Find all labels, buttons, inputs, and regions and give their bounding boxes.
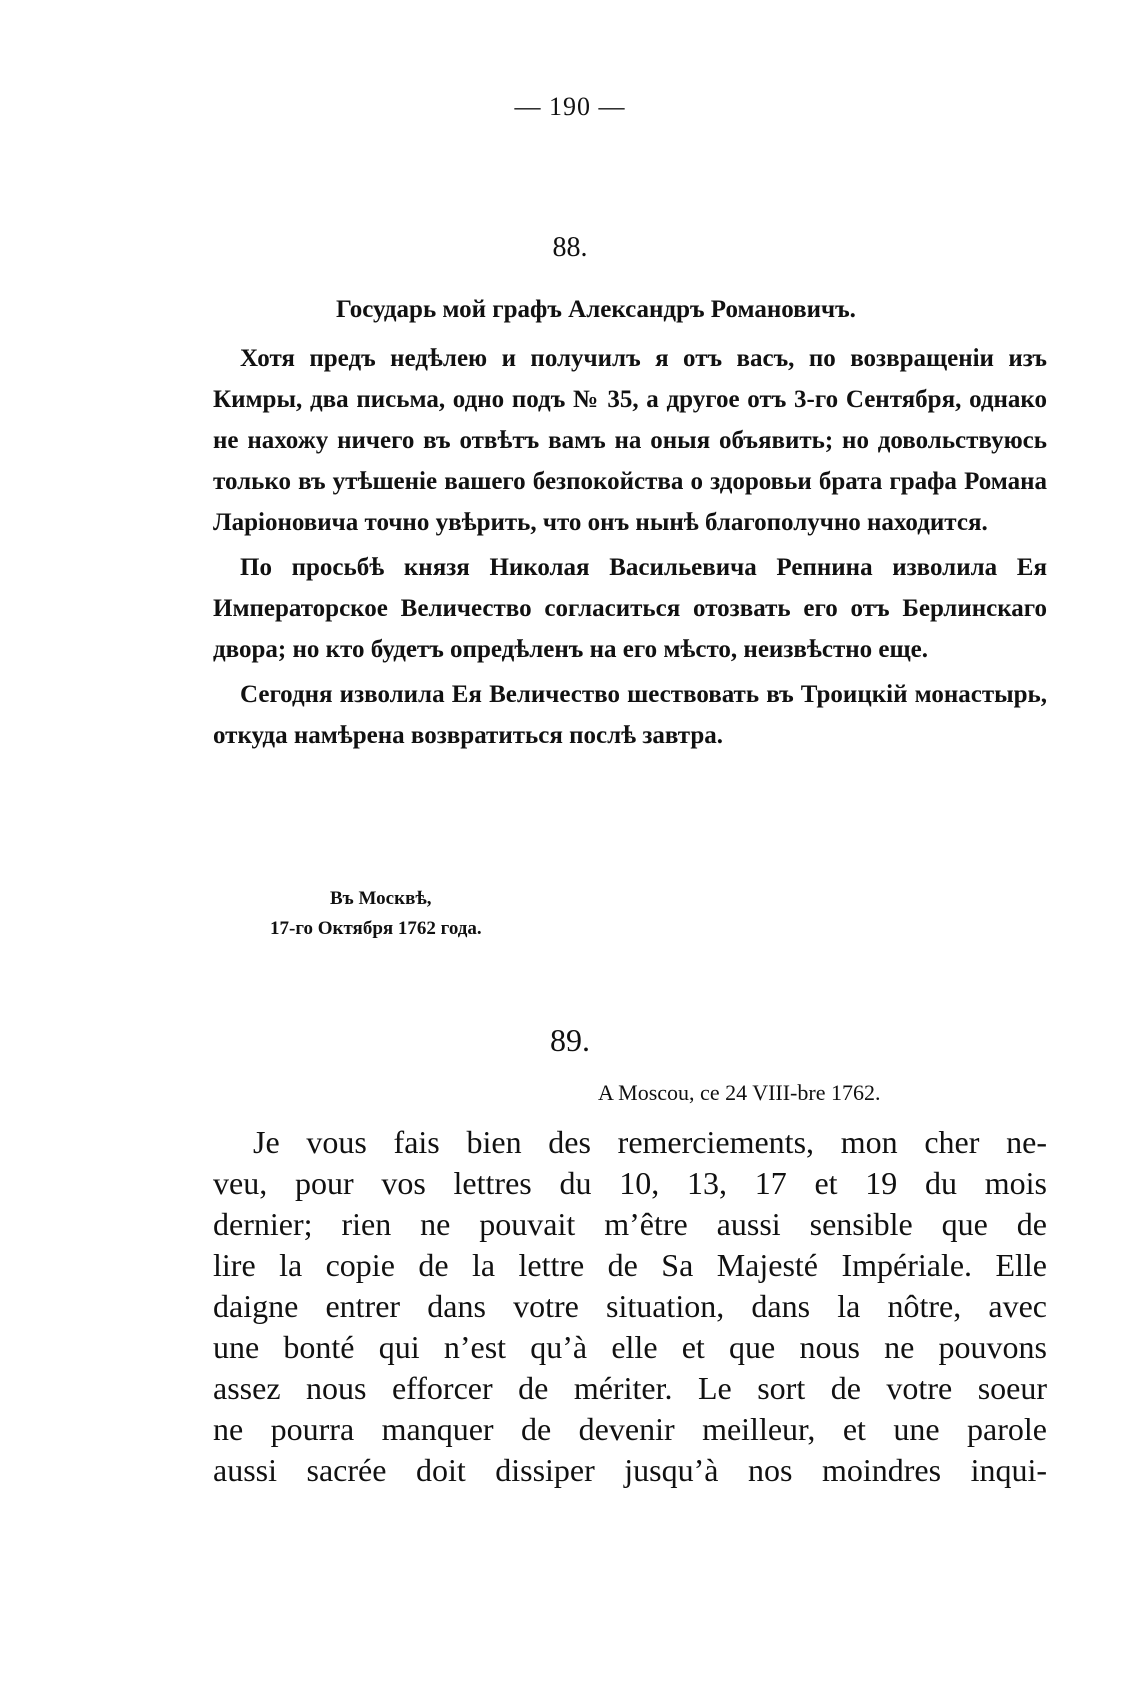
page-number: — 190 — xyxy=(514,92,626,121)
letter-89-dateline: A Moscou, ce 24 VIII-bre 1762. xyxy=(598,1080,881,1105)
letter-88-salutation: Государь мой графъ Александръ Романовичъ. xyxy=(336,296,856,323)
letter-89-line: veu, pour vos lettres du 10, 13, 17 et 19 du mois xyxy=(213,1165,1047,1201)
letter-89-line: daigne entrer dans votre situation, dans la nôtre, avec xyxy=(213,1288,1047,1324)
letter-number-89: 89. xyxy=(550,1022,590,1058)
letter-88-place: Въ Москвѣ, xyxy=(330,888,432,909)
letter-89-line: dernier; rien ne pouvait m’être aussi sensible que de xyxy=(213,1206,1047,1242)
letter-89-body xyxy=(213,1122,1047,1491)
letter-89-line: assez nous efforcer de mériter. Le sort de votre soeur xyxy=(213,1370,1047,1406)
letter-88-signature-block xyxy=(270,884,482,944)
letter-89-line: une bonté qui n’est qu’à elle et que nous ne pouvons xyxy=(213,1329,1047,1365)
letter-number-88: 88. xyxy=(552,232,588,263)
letter-89-line: aussi sacrée doit dissiper jusqu’à nos moindres inqui- xyxy=(213,1452,1047,1488)
letter-88-paragraph: Сегодня изволила Ея Величество шествовать въ Троицкій монастырь, откуда намѣрена возвратиться послѣ завтра. xyxy=(213,681,1047,749)
letter-89-line: lire la copie de la lettre de Sa Majesté Impériale. Elle xyxy=(213,1247,1047,1283)
letter-88-paragraph: По просьбѣ князя Николая Васильевича Репнина изволила Ея Императорское Величество согласиться отозвать его отъ Берлинскаго двора; но кто будетъ опредѣленъ на его мѣсто, неизвѣстно еще. xyxy=(213,554,1047,663)
letter-89-line: Je vous fais bien des remerciements, mon cher ne- xyxy=(253,1124,1047,1160)
letter-88-body xyxy=(213,338,1047,760)
letter-88-date: 17-го Октября 1762 года. xyxy=(270,918,482,939)
letter-89-line: ne pourra manquer de devenir meilleur, et une parole xyxy=(213,1411,1047,1447)
letter-88-paragraph: Хотя предъ недѣлею и получилъ я отъ васъ, по возвращеніи изъ Кимры, два письма, одно подъ № 35, а другое отъ 3-го Сентября, однако не нахожу ничего въ отвѣтъ вамъ на оныя объявить; но довольствуюсь только въ утѣшеніе вашего безпокойства о здоровьи брата графа Романа Ларіоновича точно увѣрить, что онъ нынѣ благополучно находится. xyxy=(213,345,1047,536)
